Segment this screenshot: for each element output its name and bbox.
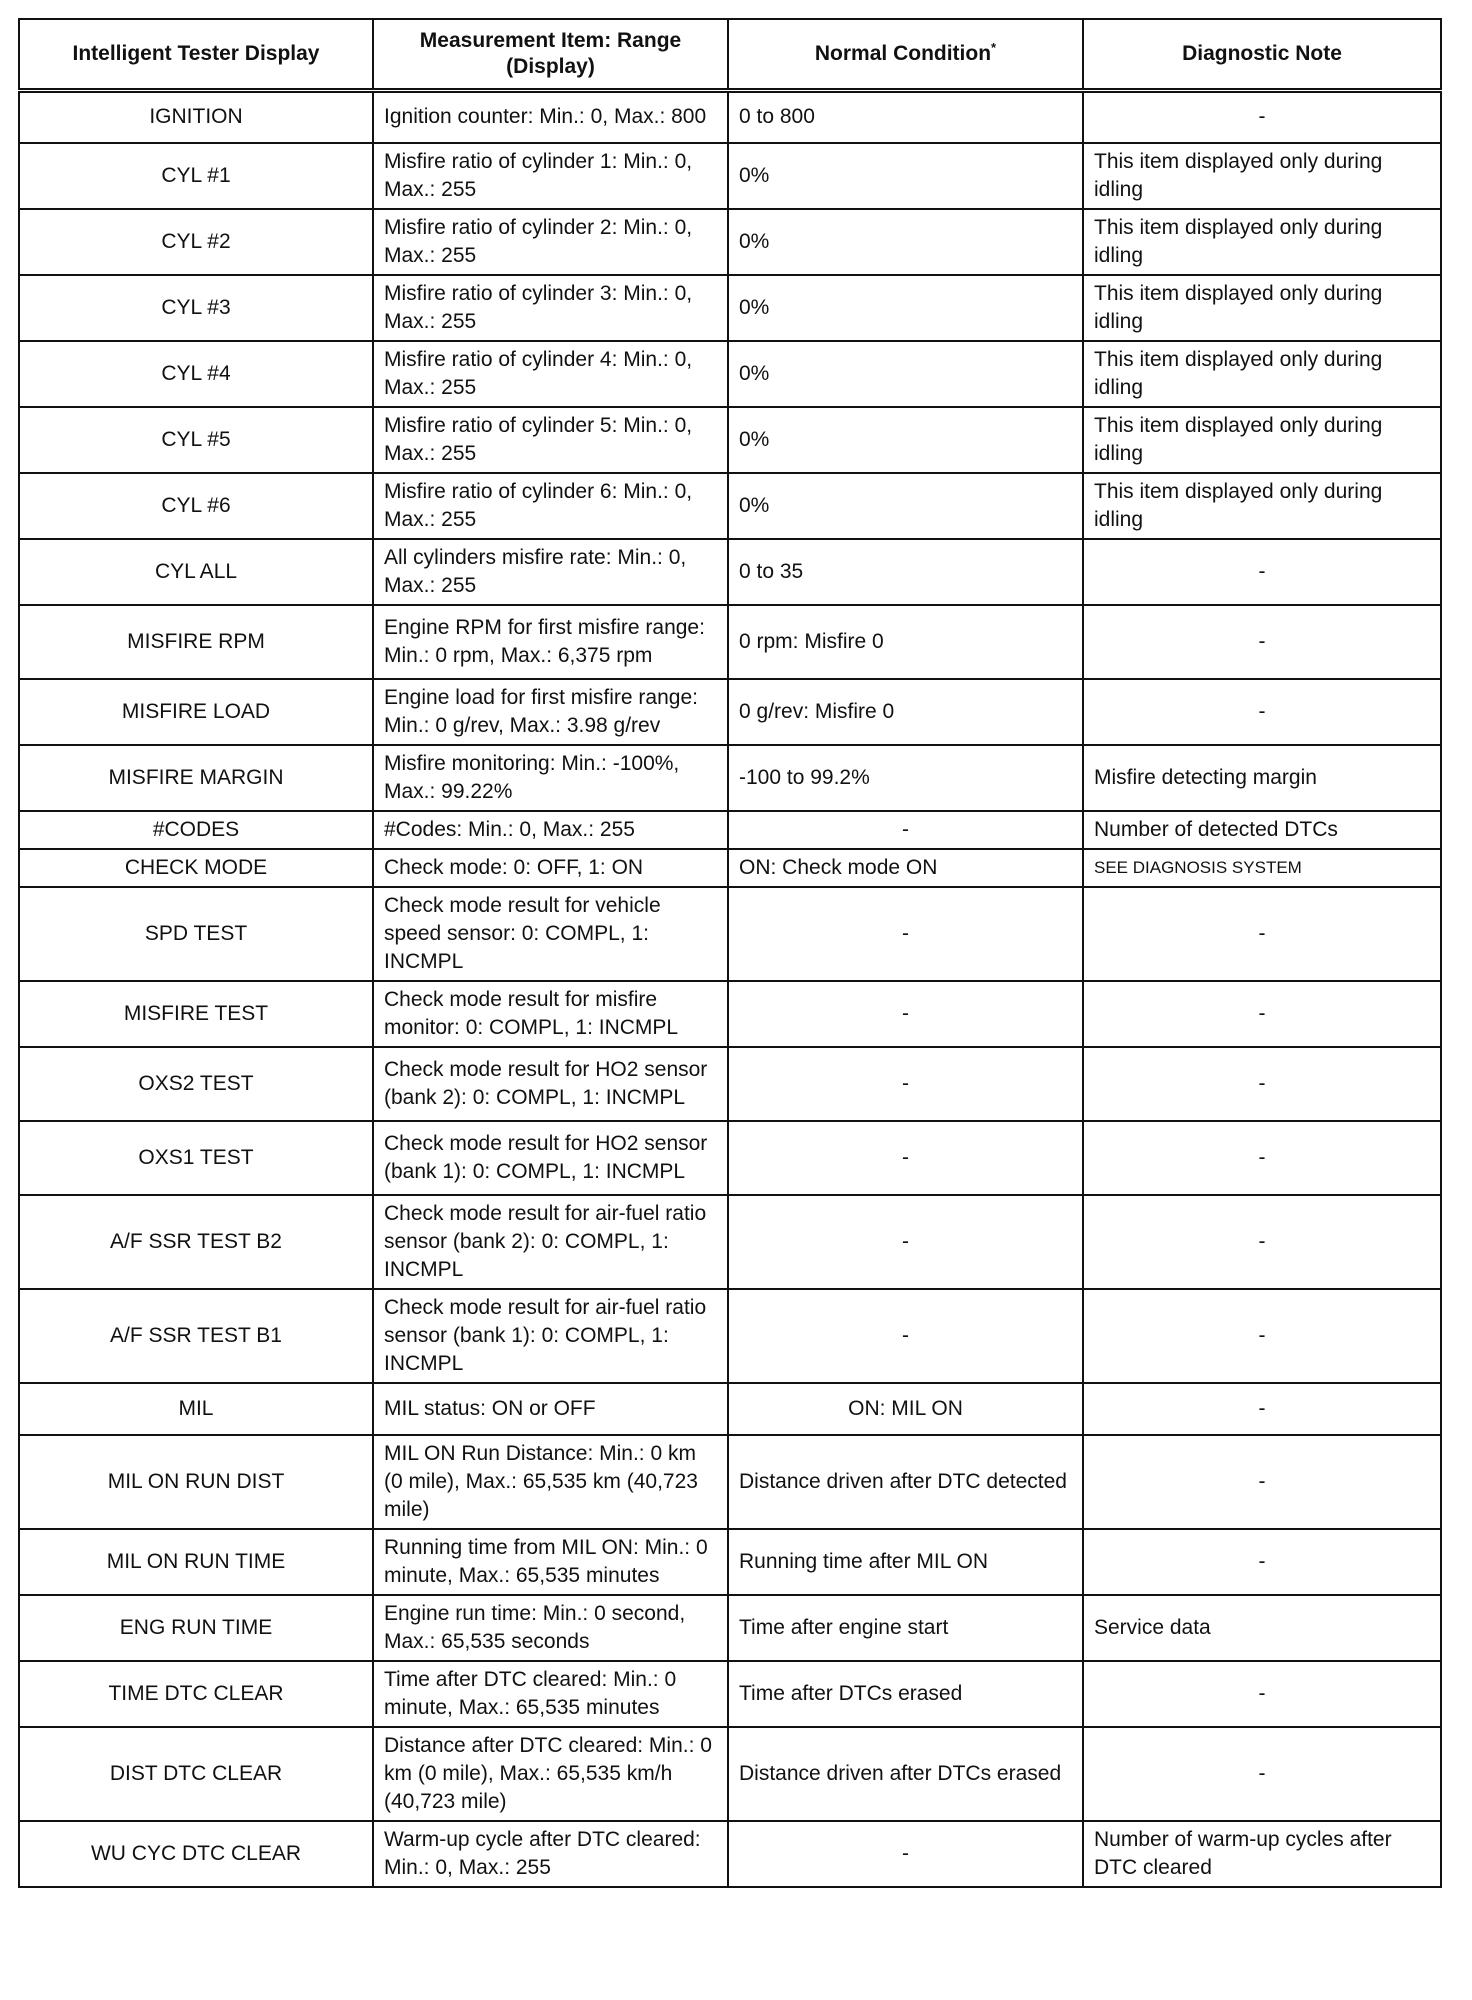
cell-normal: ON: MIL ON — [728, 1383, 1083, 1435]
header-normal-label: Normal Condition — [814, 42, 992, 65]
cell-note: This item displayed only during idling — [1083, 275, 1441, 341]
cell-display: CYL #1 — [19, 143, 373, 209]
cell-range: Check mode result for air-fuel ratio sensor (bank 1): 0: COMPL, 1: INCMPL — [373, 1289, 728, 1383]
cell-note: This item displayed only during idling — [1083, 473, 1441, 539]
cell-range: Check mode result for misfire monitor: 0: COMPL, 1: INCMPL — [373, 981, 728, 1047]
cell-normal: 0% — [728, 275, 1083, 341]
cell-normal: 0% — [728, 407, 1083, 473]
table-row — [19, 1289, 1441, 1383]
cell-range: Misfire ratio of cylinder 5: Min.: 0, Max.: 255 — [373, 407, 728, 473]
cell-display: CYL #6 — [19, 473, 373, 539]
cell-normal: - — [728, 981, 1083, 1047]
cell-display: A/F SSR TEST B1 — [19, 1289, 373, 1383]
cell-range: Misfire ratio of cylinder 6: Min.: 0, Max.: 255 — [373, 473, 728, 539]
cell-display: A/F SSR TEST B2 — [19, 1195, 373, 1289]
cell-display: WU CYC DTC CLEAR — [19, 1821, 373, 1887]
cell-range: Check mode: 0: OFF, 1: ON — [373, 849, 728, 887]
cell-display: OXS2 TEST — [19, 1047, 373, 1121]
cell-range: Misfire ratio of cylinder 1: Min.: 0, Max.: 255 — [373, 143, 728, 209]
cell-note: - — [1083, 887, 1441, 981]
header-normal-footnote-mark: * — [991, 40, 997, 55]
cell-display: CYL #4 — [19, 341, 373, 407]
cell-range: Engine load for first misfire range: Min.: 0 g/rev, Max.: 3.98 g/rev — [373, 679, 728, 745]
cell-display: MIL ON RUN TIME — [19, 1529, 373, 1595]
cell-display: MIL ON RUN DIST — [19, 1435, 373, 1529]
cell-note: - — [1083, 679, 1441, 745]
cell-range: Misfire monitoring: Min.: -100%, Max.: 99.22% — [373, 745, 728, 811]
cell-note: This item displayed only during idling — [1083, 143, 1441, 209]
cell-normal: - — [728, 1121, 1083, 1195]
table-row — [19, 341, 1441, 407]
cell-note: - — [1083, 605, 1441, 679]
cell-normal: Running time after MIL ON — [728, 1529, 1083, 1595]
cell-normal: 0 to 800 — [728, 91, 1083, 143]
cell-range: Check mode result for air-fuel ratio sensor (bank 2): 0: COMPL, 1: INCMPL — [373, 1195, 728, 1289]
cell-display: ENG RUN TIME — [19, 1595, 373, 1661]
cell-range: Time after DTC cleared: Min.: 0 minute, Max.: 65,535 minutes — [373, 1661, 728, 1727]
table-row — [19, 1047, 1441, 1121]
table-row — [19, 605, 1441, 679]
table-row — [19, 1595, 1441, 1661]
cell-range: Misfire ratio of cylinder 4: Min.: 0, Max.: 255 — [373, 341, 728, 407]
cell-note: - — [1083, 539, 1441, 605]
cell-note: This item displayed only during idling — [1083, 407, 1441, 473]
table-row — [19, 539, 1441, 605]
cell-range: MIL status: ON or OFF — [373, 1383, 728, 1435]
cell-normal: Distance driven after DTC detected — [728, 1435, 1083, 1529]
table-row — [19, 275, 1441, 341]
table-row — [19, 1195, 1441, 1289]
cell-normal: - — [728, 1047, 1083, 1121]
table-row — [19, 849, 1441, 887]
table-row — [19, 1821, 1441, 1887]
cell-note: - — [1083, 1727, 1441, 1821]
cell-note: - — [1083, 1289, 1441, 1383]
header-normal — [728, 19, 1083, 91]
header-range — [373, 19, 728, 91]
cell-normal: ON: Check mode ON — [728, 849, 1083, 887]
cell-display: CYL ALL — [19, 539, 373, 605]
table-row — [19, 887, 1441, 981]
cell-display: #CODES — [19, 811, 373, 849]
cell-note: This item displayed only during idling — [1083, 209, 1441, 275]
table-body — [19, 91, 1441, 1887]
table-row — [19, 1529, 1441, 1595]
cell-range: Engine RPM for first misfire range: Min.: 0 rpm, Max.: 6,375 rpm — [373, 605, 728, 679]
header-display: Intelligent Tester Display — [19, 19, 373, 91]
cell-range: #Codes: Min.: 0, Max.: 255 — [373, 811, 728, 849]
cell-note: SEE DIAGNOSIS SYSTEM — [1083, 849, 1441, 887]
table-row — [19, 473, 1441, 539]
cell-normal: - — [728, 1195, 1083, 1289]
cell-normal: -100 to 99.2% — [728, 745, 1083, 811]
cell-note: Service data — [1083, 1595, 1441, 1661]
cell-range: MIL ON Run Distance: Min.: 0 km (0 mile), Max.: 65,535 km (40,723 mile) — [373, 1435, 728, 1529]
cell-range: Warm-up cycle after DTC cleared: Min.: 0, Max.: 255 — [373, 1821, 728, 1887]
cell-range: Engine run time: Min.: 0 second, Max.: 65,535 seconds — [373, 1595, 728, 1661]
cell-note: - — [1083, 1435, 1441, 1529]
cell-display: MISFIRE LOAD — [19, 679, 373, 745]
table-row — [19, 91, 1441, 143]
cell-normal: 0% — [728, 473, 1083, 539]
cell-display: MISFIRE RPM — [19, 605, 373, 679]
cell-note: This item displayed only during idling — [1083, 341, 1441, 407]
cell-range: Check mode result for HO2 sensor (bank 1): 0: COMPL, 1: INCMPL — [373, 1121, 728, 1195]
cell-note: - — [1083, 1047, 1441, 1121]
table-row — [19, 811, 1441, 849]
cell-display: CHECK MODE — [19, 849, 373, 887]
cell-normal: 0 g/rev: Misfire 0 — [728, 679, 1083, 745]
cell-display: CYL #2 — [19, 209, 373, 275]
cell-normal: - — [728, 811, 1083, 849]
table-row — [19, 143, 1441, 209]
cell-range: Check mode result for vehicle speed sensor: 0: COMPL, 1: INCMPL — [373, 887, 728, 981]
cell-display: TIME DTC CLEAR — [19, 1661, 373, 1727]
table-header-row — [19, 19, 1441, 91]
cell-range: Distance after DTC cleared: Min.: 0 km (0 mile), Max.: 65,535 km/h (40,723 mile) — [373, 1727, 728, 1821]
cell-display: CYL #5 — [19, 407, 373, 473]
table-row — [19, 1121, 1441, 1195]
cell-normal: Time after DTCs erased — [728, 1661, 1083, 1727]
cell-normal: - — [728, 1289, 1083, 1383]
cell-normal: 0 to 35 — [728, 539, 1083, 605]
cell-note: - — [1083, 981, 1441, 1047]
cell-normal: 0% — [728, 341, 1083, 407]
cell-range: Check mode result for HO2 sensor (bank 2): 0: COMPL, 1: INCMPL — [373, 1047, 728, 1121]
cell-note: - — [1083, 1121, 1441, 1195]
cell-normal: 0 rpm: Misfire 0 — [728, 605, 1083, 679]
cell-normal: 0% — [728, 143, 1083, 209]
cell-normal: - — [728, 887, 1083, 981]
table-row — [19, 407, 1441, 473]
cell-normal: 0% — [728, 209, 1083, 275]
cell-range: All cylinders misfire rate: Min.: 0, Max.: 255 — [373, 539, 728, 605]
cell-display: IGNITION — [19, 91, 373, 143]
header-range-line1: Measurement Item: Range — [419, 29, 682, 52]
cell-display: DIST DTC CLEAR — [19, 1727, 373, 1821]
table-row — [19, 209, 1441, 275]
cell-display: MIL — [19, 1383, 373, 1435]
cell-display: MISFIRE MARGIN — [19, 745, 373, 811]
cell-note: Misfire detecting margin — [1083, 745, 1441, 811]
cell-range: Ignition counter: Min.: 0, Max.: 800 — [373, 91, 728, 143]
cell-range: Running time from MIL ON: Min.: 0 minute, Max.: 65,535 minutes — [373, 1529, 728, 1595]
cell-note: - — [1083, 91, 1441, 143]
cell-display: OXS1 TEST — [19, 1121, 373, 1195]
table-row — [19, 1383, 1441, 1435]
cell-normal: Distance driven after DTCs erased — [728, 1727, 1083, 1821]
table-row — [19, 1727, 1441, 1821]
cell-normal: - — [728, 1821, 1083, 1887]
cell-note: - — [1083, 1383, 1441, 1435]
cell-note: - — [1083, 1529, 1441, 1595]
cell-note: Number of detected DTCs — [1083, 811, 1441, 849]
cell-display: SPD TEST — [19, 887, 373, 981]
cell-range: Misfire ratio of cylinder 3: Min.: 0, Max.: 255 — [373, 275, 728, 341]
header-range-line2: (Display) — [506, 55, 595, 78]
header-note: Diagnostic Note — [1083, 19, 1441, 91]
table-row — [19, 679, 1441, 745]
table-row — [19, 745, 1441, 811]
data-list-table — [18, 18, 1442, 1888]
table-row — [19, 1661, 1441, 1727]
cell-range: Misfire ratio of cylinder 2: Min.: 0, Max.: 255 — [373, 209, 728, 275]
cell-normal: Time after engine start — [728, 1595, 1083, 1661]
cell-note: - — [1083, 1195, 1441, 1289]
cell-note: - — [1083, 1661, 1441, 1727]
table-row — [19, 981, 1441, 1047]
cell-display: CYL #3 — [19, 275, 373, 341]
cell-display: MISFIRE TEST — [19, 981, 373, 1047]
cell-note: Number of warm-up cycles after DTC cleared — [1083, 1821, 1441, 1887]
table-row — [19, 1435, 1441, 1529]
